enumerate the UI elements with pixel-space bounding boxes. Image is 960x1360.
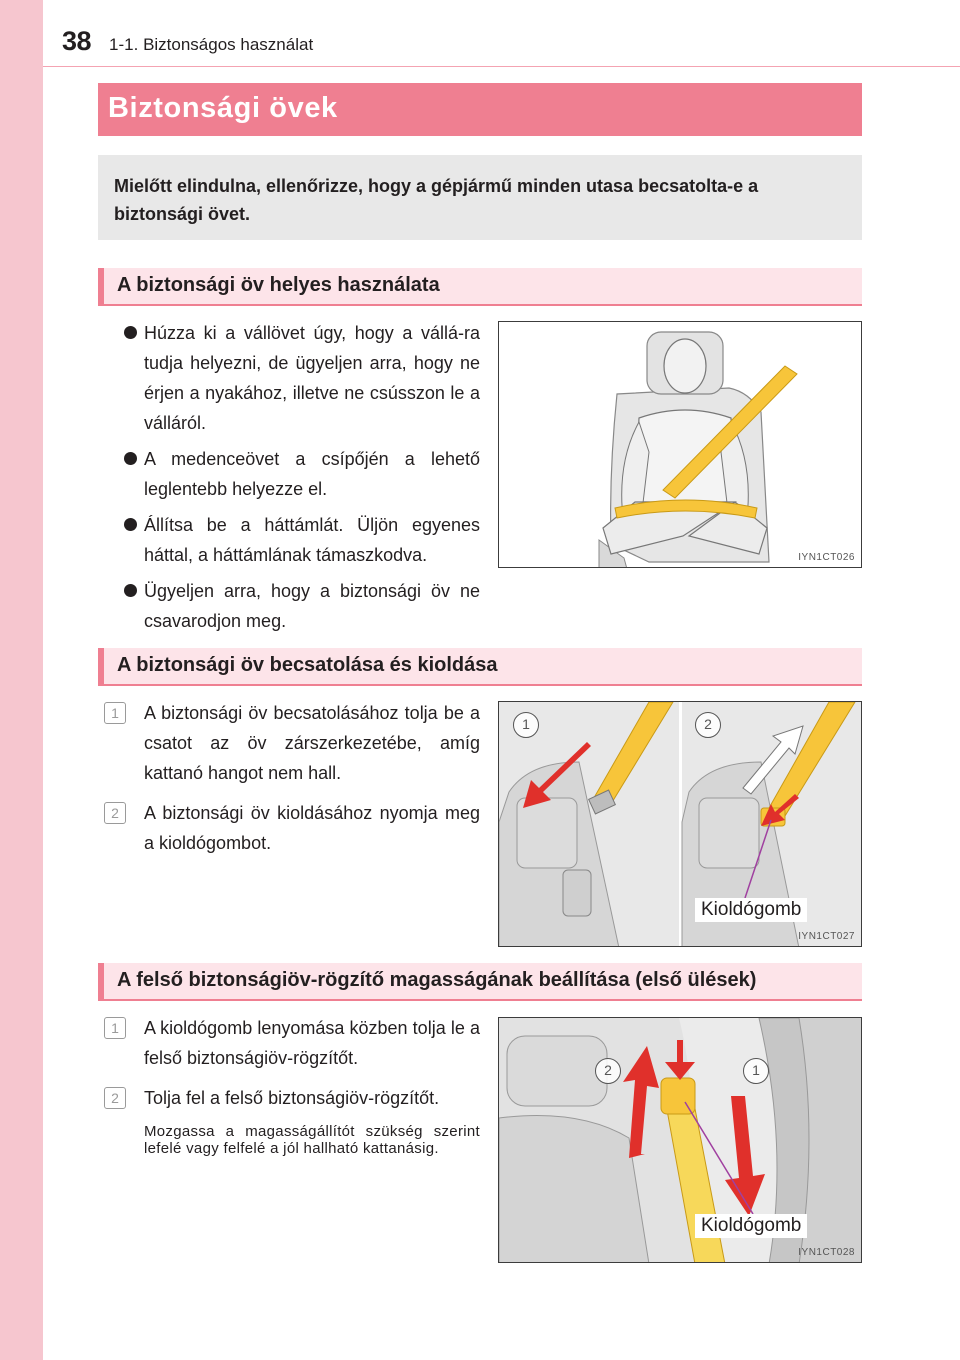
page-title: Biztonsági övek (108, 92, 338, 124)
step-text: A biztonsági öv kioldásához nyomja meg a kioldógombot. (144, 803, 480, 853)
intro-text: Mielőtt elindulna, ellenőrizze, hogy a gépjármű minden utasa becsatolta-e a biztonsági övet. (114, 176, 759, 224)
step-item (104, 1083, 480, 1113)
bullet-dot-icon (124, 584, 137, 597)
figure-code: IYN1CT028 (798, 1247, 855, 1258)
header-rule (43, 66, 960, 67)
bullet-dot-icon (124, 326, 137, 339)
step-item (104, 1013, 480, 1073)
step-text: Tolja fel a felső biztonságiöv-rögzítőt. (144, 1088, 440, 1108)
page-header (62, 26, 313, 60)
anchor-adjust-illustration (499, 1018, 862, 1263)
section-heading-text: A biztonsági öv becsatolása és kioldása (117, 654, 498, 676)
figure-buckle (498, 701, 862, 947)
section-label: 1-1. Biztonságos használat (109, 35, 314, 54)
section-heading-anchor-height (98, 963, 862, 1001)
figure-callout-release-button: Kioldógomb (695, 898, 807, 922)
step-number: 1 (104, 702, 126, 724)
bullet-item (124, 576, 480, 636)
seated-person-illustration (499, 322, 862, 568)
figure-code: IYN1CT027 (798, 931, 855, 942)
section-heading-fasten-release (98, 648, 862, 686)
figure-number-label: 1 (513, 712, 539, 738)
title-bar (98, 83, 862, 136)
step-text: A kioldógomb lenyomása közben tolja le a felső biztonságiöv-rögzítőt. (144, 1018, 480, 1068)
figure-number-label: 1 (743, 1058, 769, 1084)
step-list-anchor (104, 1013, 480, 1157)
section-heading-text: A biztonsági öv helyes használata (117, 274, 440, 296)
adjustment-note: Mozgassa a magasságállítót szükség szerint lefelé vagy felfelé a jól hallható kattanásig. (144, 1123, 480, 1157)
figure-code: IYN1CT026 (798, 552, 855, 563)
bullet-text: Húzza ki a vállövet úgy, hogy a vállá-ra tudja helyezni, de ügyeljen arra, hogy ne érjen a nyakához, illetve ne csússzon le a válláról. (144, 323, 480, 433)
bullet-text: A medenceövet a csípőjén a lehető leglentebb helyezze el. (144, 449, 480, 499)
bullet-item (124, 510, 480, 570)
step-number: 1 (104, 1017, 126, 1039)
step-number: 2 (104, 802, 126, 824)
step-number: 2 (104, 1087, 126, 1109)
figure-number-label: 2 (695, 712, 721, 738)
buckle-illustration (499, 702, 862, 947)
figure-anchor-adjust (498, 1017, 862, 1263)
bullet-item (124, 318, 480, 438)
step-list-fasten (104, 698, 480, 868)
bullet-list (124, 318, 480, 642)
bullet-dot-icon (124, 452, 137, 465)
figure-number-label: 2 (595, 1058, 621, 1084)
section-heading-correct-use (98, 268, 862, 306)
bullet-item (124, 444, 480, 504)
page-number: 38 (62, 26, 92, 56)
bullet-dot-icon (124, 518, 137, 531)
figure-seated-person (498, 321, 862, 568)
bullet-text: Ügyeljen arra, hogy a biztonsági öv ne csavarodjon meg. (144, 581, 480, 631)
bullet-text: Állítsa be a háttámlát. Üljön egyenes háttal, a háttámlának támaszkodva. (144, 515, 480, 565)
step-item (104, 798, 480, 858)
step-text: A biztonsági öv becsatolásához tolja be a csatot az öv zárszerkezetébe, amíg kattanó hangot nem hall. (144, 703, 480, 783)
side-color-strip (0, 0, 43, 1360)
section-heading-text: A felső biztonságiöv-rögzítő magasságának beállítása (első ülések) (117, 969, 757, 991)
intro-box (98, 155, 862, 240)
figure-callout-release-button: Kioldógomb (695, 1214, 807, 1238)
step-item (104, 698, 480, 788)
